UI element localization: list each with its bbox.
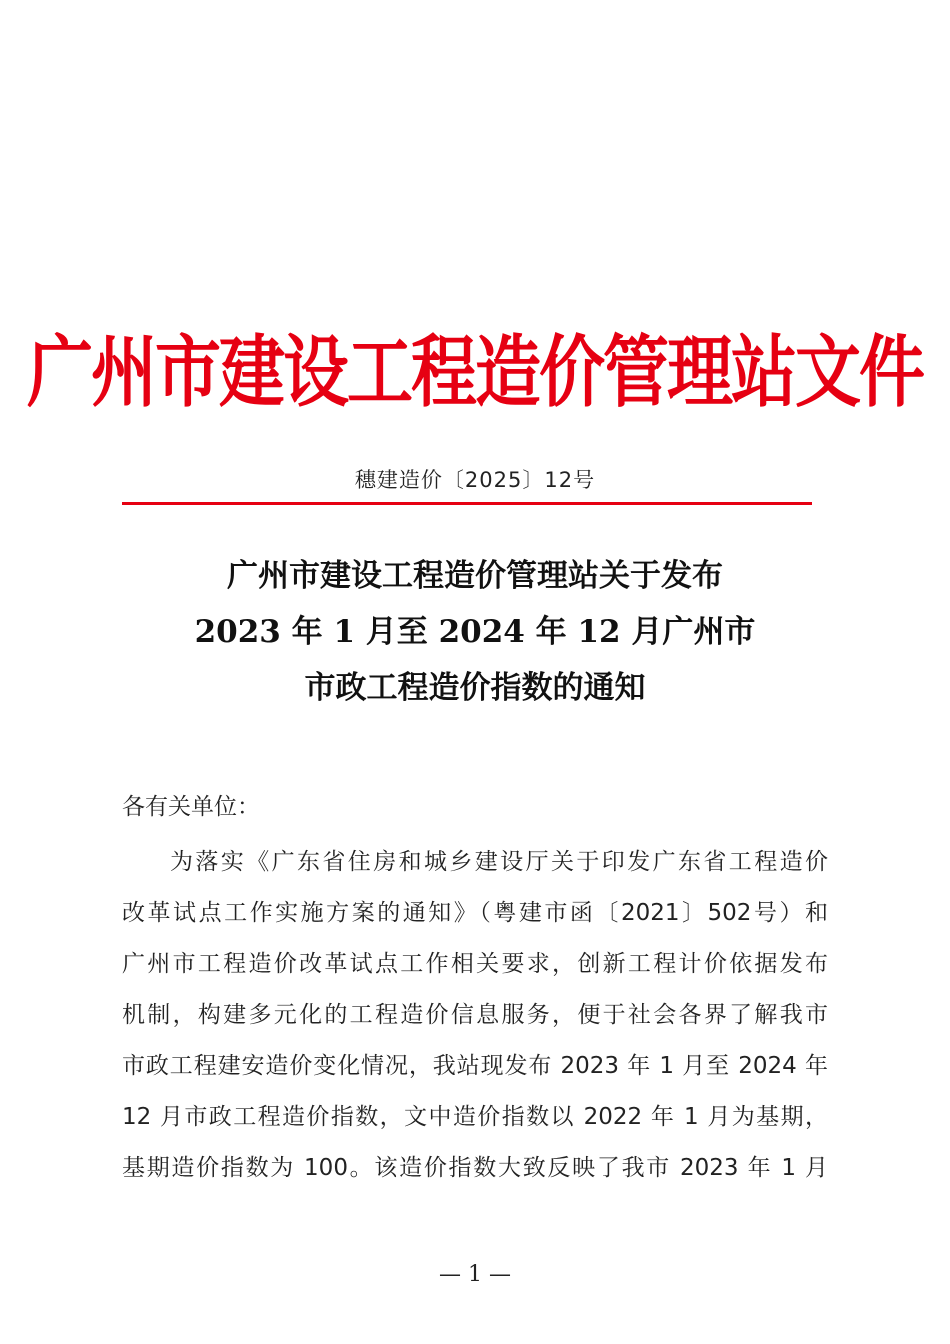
paragraph-line: 市政工程建安造价变化情况，我站现发布 2023 年 1 月至 2024 年 <box>122 1053 828 1079</box>
page-number: — 1 — <box>439 1262 511 1287</box>
paragraph-line: 为落实《广东省住房和城乡建设厅关于印发广东省工程造价 <box>170 849 828 875</box>
paragraph-line: 基期造价指数为 100。该造价指数大致反映了我市 2023 年 1 月 <box>122 1155 828 1181</box>
paragraph-line: 广州市工程造价改革试点工作相关要求，创新工程计价依据发布 <box>122 951 828 977</box>
title-line-3: 市政工程造价指数的通知 <box>304 670 646 706</box>
red-separator-line <box>122 502 812 505</box>
document-body <box>122 782 828 1194</box>
body-paragraph <box>122 837 828 1194</box>
title-line-1: 广州市建设工程造价管理站关于发布 <box>227 558 723 594</box>
title-line-2: 2023 年 1 月至 2024 年 12 月广州市 <box>194 614 756 650</box>
paragraph-line: 改革试点工作实施方案的通知》（粤建市函〔2021〕502号）和 <box>122 900 828 926</box>
paragraph-line: 12 月市政工程造价指数，文中造价指数以 2022 年 1 月为基期， <box>122 1104 828 1130</box>
document-masthead: 广州市建设工程造价管理站文件 <box>27 327 923 418</box>
salutation: 各有关单位： <box>122 794 260 820</box>
document-title <box>0 548 950 716</box>
document-number: 穗建造价〔2025〕12号 <box>354 468 596 492</box>
paragraph-line: 机制，构建多元化的工程造价信息服务，便于社会各界了解我市 <box>122 1002 828 1028</box>
